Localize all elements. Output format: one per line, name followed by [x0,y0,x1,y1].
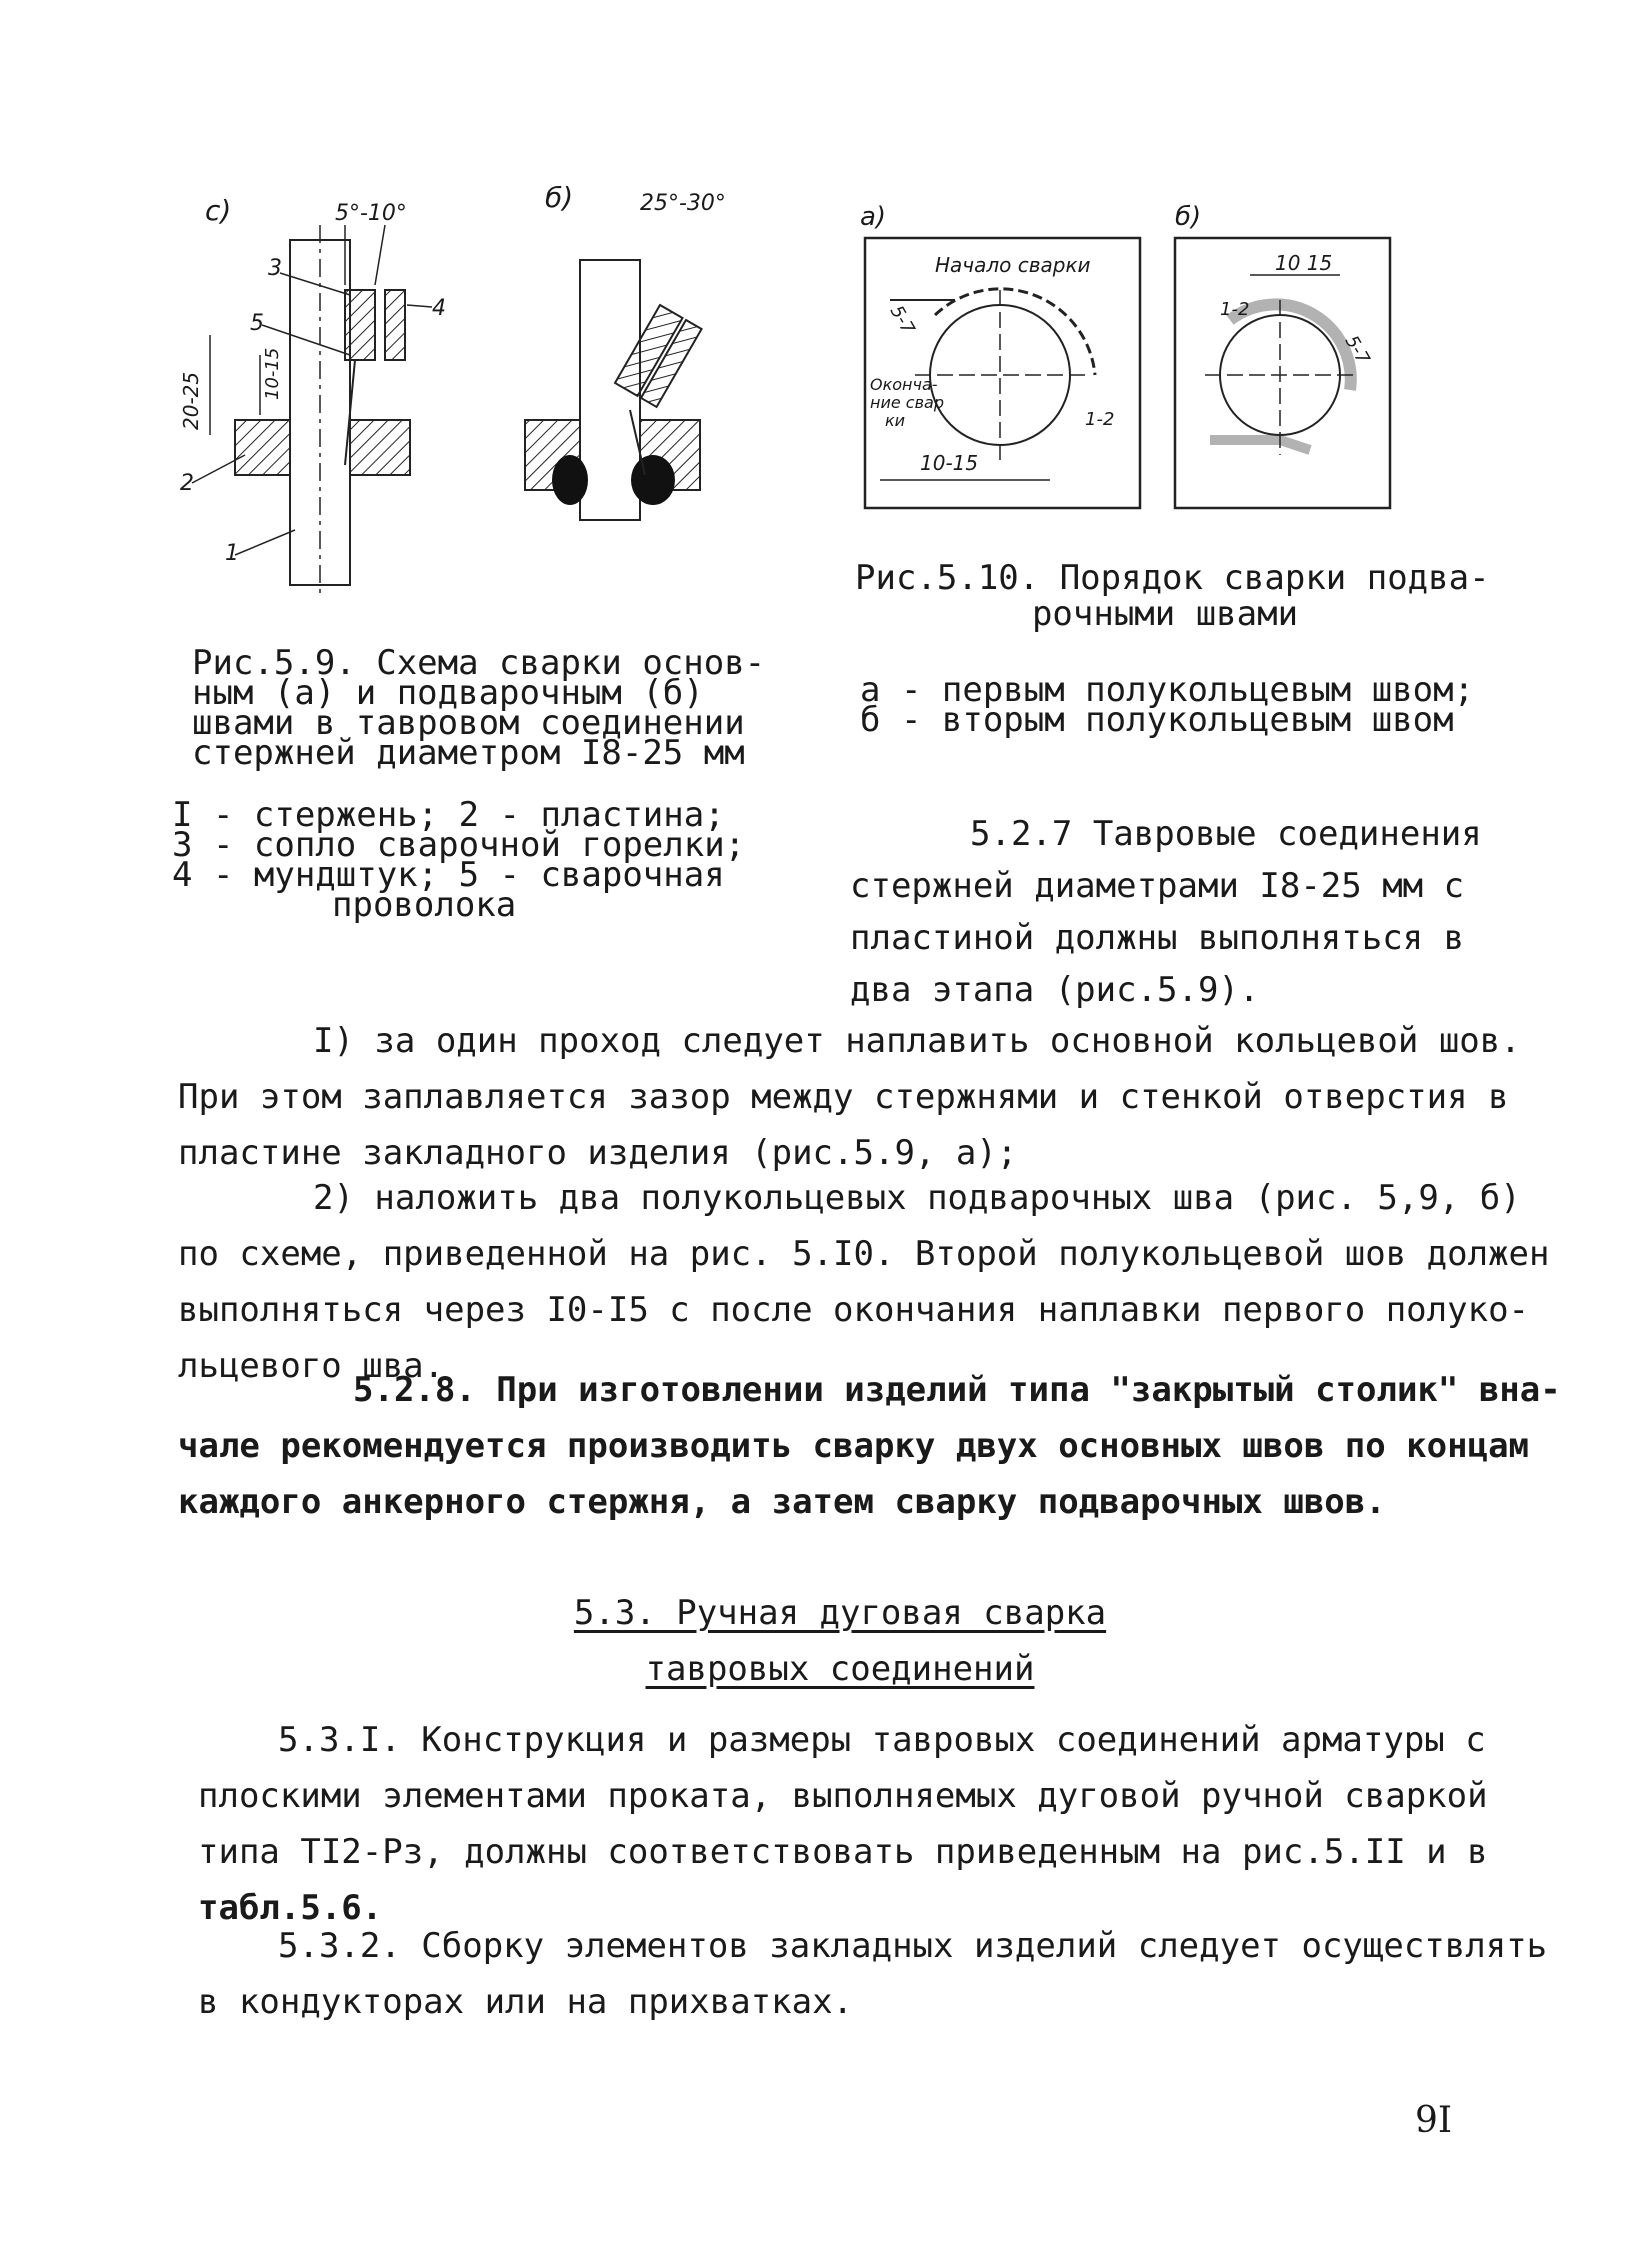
text-line: 5.3.2. Сборку элементов закладных изделий следует осуществлять [278,1926,1548,1966]
caption-line: ным (а) и подварочным (б) [192,673,704,713]
text-line: I) за один проход следует наплавить основной кольцевой шов. [313,1021,1521,1061]
text-line: типа ТI2-Рз, должны соответствовать приведенным на рис.5.II и в [198,1832,1488,1872]
text-line: в кондукторах или на прихватках. [198,1982,854,2022]
caption-line: швами в тавровом соединении [192,703,745,743]
legend-line: 4 - мундштук; 5 - сварочная [172,855,725,895]
fig510-caption [855,558,1490,634]
text-line: 2) наложить два полукольцевых подварочных шва (рис. 5,9, б) [313,1178,1521,1218]
fig510-label-a: а) [860,202,887,232]
fig59-caption [192,643,766,773]
weld-bead-left [552,455,588,505]
caption-line: рочными швами [1031,594,1299,634]
section-title [560,1585,1120,1697]
section-title-line: тавровых соединений [645,1649,1035,1689]
text-line: 5.2.8. При изготовлении изделий типа "закрытый столик" вна- [353,1370,1561,1410]
step-2 [178,1170,1549,1394]
fig510-start: Начало сварки [935,253,1091,277]
text-line: плоскими элементами проката, выполняемых дуговой ручной сваркой [198,1776,1488,1816]
text-line: При этом заплавляется зазор между стержнями и стенкой отверстия в [178,1077,1509,1117]
fig510-dim-10-15-a: 10-15 [920,451,979,475]
text-line: выполняться через I0-I5 с после окончания наплавки первого полуко- [178,1290,1530,1330]
fig510-dim-1-2-b: 1-2 [1220,299,1250,320]
fig510-end-3: ки [885,411,906,430]
text-line: льцевого шва. [178,1346,445,1386]
fig59-n5: 5 [250,311,264,336]
panel-a [865,238,1140,508]
legend-line: I - стержень; 2 - пластина; [172,795,725,835]
caption-line: стержней диаметром I8-25 мм [192,733,745,773]
caption-line: Рис.5.10. Порядок сварки подва- [855,558,1490,598]
paragraph-5-3-1 [198,1712,1488,1936]
fig59-legend [172,795,746,925]
step-1 [178,1013,1521,1181]
figure-5-10-drawing [840,200,1400,530]
text-line: пластине закладного изделия (рис.5.9, а); [178,1133,1018,1173]
text-line: по схеме, приведенной на рис. 5.I0. Второй полукольцевой шов должен [178,1234,1550,1274]
text-line: каждого анкерного стержня, а затем сварку подварочных швов. [178,1482,1386,1522]
legend-line: проволока [332,885,517,925]
fig59-label-b: б) [545,185,574,214]
torch-a [345,290,375,360]
fig510-label-b: б) [1175,202,1202,232]
paragraph-5-3-2 [198,1918,1547,2030]
text-line: 5.2.7 Тавровые соединения [970,814,1482,854]
fig510-end-1: Оконча- [870,375,938,394]
fig510-dim-5-7-b: 5-7 [1340,332,1374,368]
text-line: два этапа (рис.5.9). [850,970,1260,1010]
text-line: пластиной должны выполняться в [850,918,1465,958]
legend-line: 3 - сопло сварочной горелки; [172,825,746,865]
fig59-n2: 2 [180,471,194,496]
fig510-dim-1-2-a: 1-2 [1085,409,1115,430]
fig510-dim-10-15-b: 10 15 [1275,251,1333,275]
caption-line: Рис.5.9. Схема сварки основ- [192,643,766,683]
text-line: стержней диаметрами I8-25 мм с [850,866,1465,906]
fig59-angle-a: 5°-10° [335,201,407,226]
text-line: 5.3.I. Конструкция и размеры тавровых соединений арматуры с [278,1720,1486,1760]
fig59-n1: 1 [225,541,239,566]
fig59-n3: 3 [268,256,282,281]
fig510-dim-5-7: 5-7 [885,302,919,338]
fig59-label-a: с) [205,194,232,227]
section-title-line: 5.3. Ручная дуговая сварка [573,1593,1107,1633]
legend-line: а - первым полукольцевым швом; [860,670,1475,710]
text-line: табл.5.6. [198,1888,383,1928]
paragraph-5-2-7 [850,808,1482,1016]
fig510-end-2: ние свар [870,393,944,412]
paragraph-5-2-8 [178,1362,1561,1530]
fig510-legend [860,670,1475,740]
legend-line: б - вторым полукольцевым швом [860,700,1454,740]
fig59-n4: 4 [432,296,446,321]
fig59-dim-20-25: 20-25 [179,371,203,430]
panel-b [1175,238,1390,508]
fig59-dim-10-15-a: 10-15 [262,347,283,400]
page-number: 9I [1415,2100,1453,2141]
plate-a [235,420,290,475]
fig59-angle-b: 25°-30° [640,191,726,216]
weld-bead-right [631,455,675,505]
text-line: чале рекомендуется производить сварку двух основных швов по концам [178,1426,1530,1466]
figure-5-9-drawing [170,185,730,605]
